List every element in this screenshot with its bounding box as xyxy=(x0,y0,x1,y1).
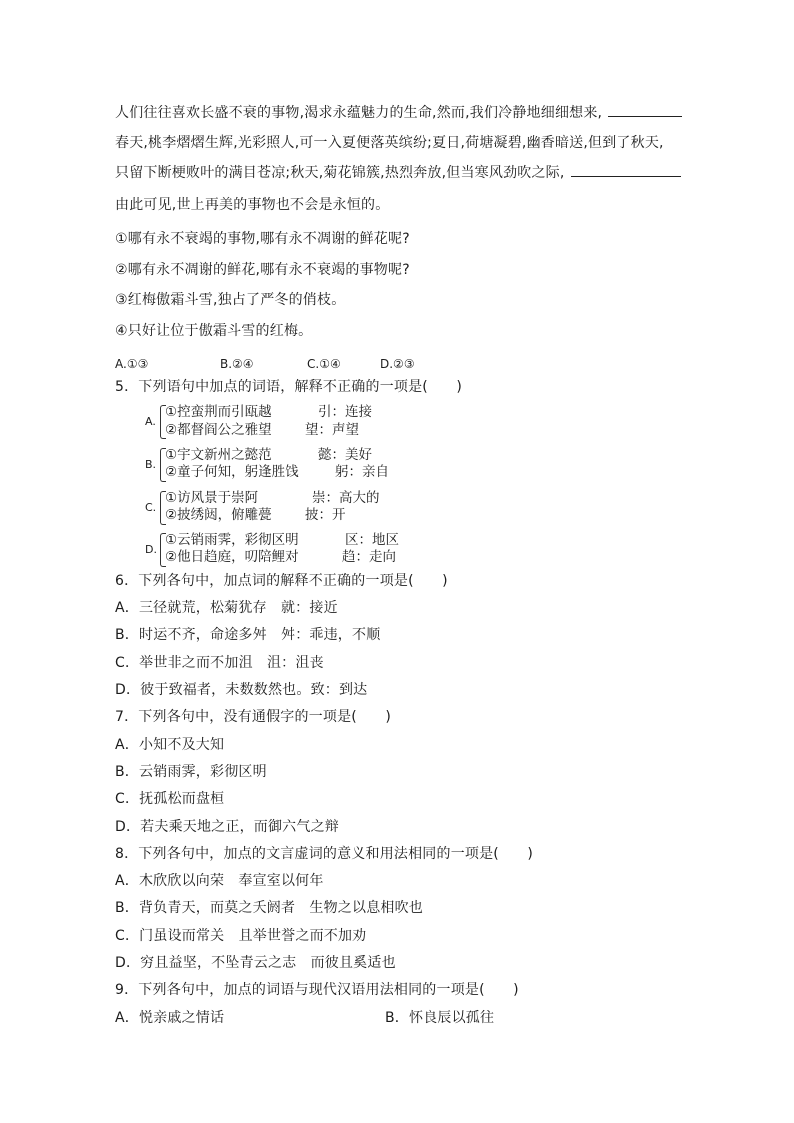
q7-option-d: D．若夫乘天地之正，而御六气之辩 xyxy=(115,819,339,835)
q6-option-b: B．时运不齐，命途多舛 舛：乖违，不顺 xyxy=(115,627,381,643)
q5-option-c-letter: C. xyxy=(145,501,157,514)
q4-option-d: D.②③ xyxy=(380,357,415,371)
q7-option-a: A．小知不及大知 xyxy=(115,737,225,753)
q7-option-c: C．抚孤松而盘桓 xyxy=(115,791,225,807)
q6-stem: 6．下列各句中，加点词的解释不正确的一项是( ) xyxy=(115,573,448,589)
passage-line-4: 由此可见,世上再美的事物也不会是永恒的。 xyxy=(115,197,390,213)
q6-option-a: A．三径就荒，松菊犹存 就：接近 xyxy=(115,600,338,616)
q8-option-d: D．穷且益坚，不坠青云之志 而彼且奚适也 xyxy=(115,955,396,971)
passage-line-3: 只留下断梗败叶的满目苍凉;秋天,菊花锦簇,热烈奔放,但当寒风劲吹之际, xyxy=(115,164,681,182)
q6-option-c: C．举世非之而不加沮 沮：沮丧 xyxy=(115,655,324,671)
q8-option-b: B．背负青天，而莫之夭阏者 生物之以息相吹也 xyxy=(115,900,424,916)
q5-option-d-line-2: ②他日趋庭，叨陪鲤对 趋：走向 xyxy=(165,549,396,565)
choice-4: ④只好让位于傲霜斗雪的红梅。 xyxy=(115,323,313,339)
q6-option-d: D．彼于致福者，未数数然也。致：到达 xyxy=(115,682,368,698)
q8-stem: 8．下列各句中，加点的文言虚词的意义和用法相同的一项是( ) xyxy=(115,846,534,862)
q4-option-c: C.①④ xyxy=(307,357,341,371)
q5-option-c-line-1: ①访风景于崇阿 崇：高大的 xyxy=(165,490,380,506)
q5-stem: 5．下列语句中加点的词语，解释不正确的一项是( ) xyxy=(115,379,463,395)
q9-stem: 9．下列各句中，加点的词语与现代汉语用法相同的一项是( ) xyxy=(115,982,519,998)
q4-option-a: A.①③ xyxy=(115,357,149,371)
q5-option-d-letter: D. xyxy=(145,543,157,556)
q5-option-a-line-2: ②都督阎公之雅望 望：声望 xyxy=(165,422,359,438)
q7-option-b: B．云销雨霁，彩彻区明 xyxy=(115,764,267,780)
q5-option-a-line-1: ①控蛮荆而引瓯越 引：连接 xyxy=(165,404,372,420)
q5-option-b-line-2: ②童子何知，躬逢胜饯 躬：亲自 xyxy=(165,464,389,480)
q8-option-a: A．木欣欣以向荣 奉宣室以何年 xyxy=(115,873,324,889)
passage-line-2: 春天,桃李熠熠生辉,光彩照人,可一入夏便落英缤纷;夏日,荷塘凝碧,幽香暗送,但到了秋天, xyxy=(115,135,664,151)
choice-2: ②哪有永不凋谢的鲜花,哪有永不衰竭的事物呢? xyxy=(115,262,410,278)
q9-option-b: B．怀良辰以孤往 xyxy=(385,1010,495,1026)
q5-option-d-line-1: ①云销雨霁，彩彻区明 区：地区 xyxy=(165,532,399,548)
choice-1: ①哪有永不衰竭的事物,哪有永不凋谢的鲜花呢? xyxy=(115,231,410,247)
q5-option-c-line-2: ②披绣闼，俯雕甍 披：开 xyxy=(165,507,346,523)
q9-option-a: A．悦亲戚之情话 xyxy=(115,1010,225,1026)
passage-line-1: 人们往往喜欢长盛不衰的事物,渴求永蕴魅力的生命,然而,我们冷静地细细想来, xyxy=(115,104,682,122)
q7-stem: 7．下列各句中，没有通假字的一项是( ) xyxy=(115,709,392,725)
q5-option-a-letter: A. xyxy=(145,415,156,428)
q5-option-b-letter: B. xyxy=(145,458,157,471)
q8-option-c: C．门虽设而常关 且举世誉之而不加劝 xyxy=(115,928,367,944)
fill-blank-2 xyxy=(571,164,681,177)
q5-option-b-line-1: ①宇文新州之懿范 懿：美好 xyxy=(165,447,372,463)
fill-blank-1 xyxy=(608,104,682,117)
choice-3: ③红梅傲霜斗雪,独占了严冬的俏枝。 xyxy=(115,292,346,308)
q4-option-b: B.②④ xyxy=(220,357,254,371)
